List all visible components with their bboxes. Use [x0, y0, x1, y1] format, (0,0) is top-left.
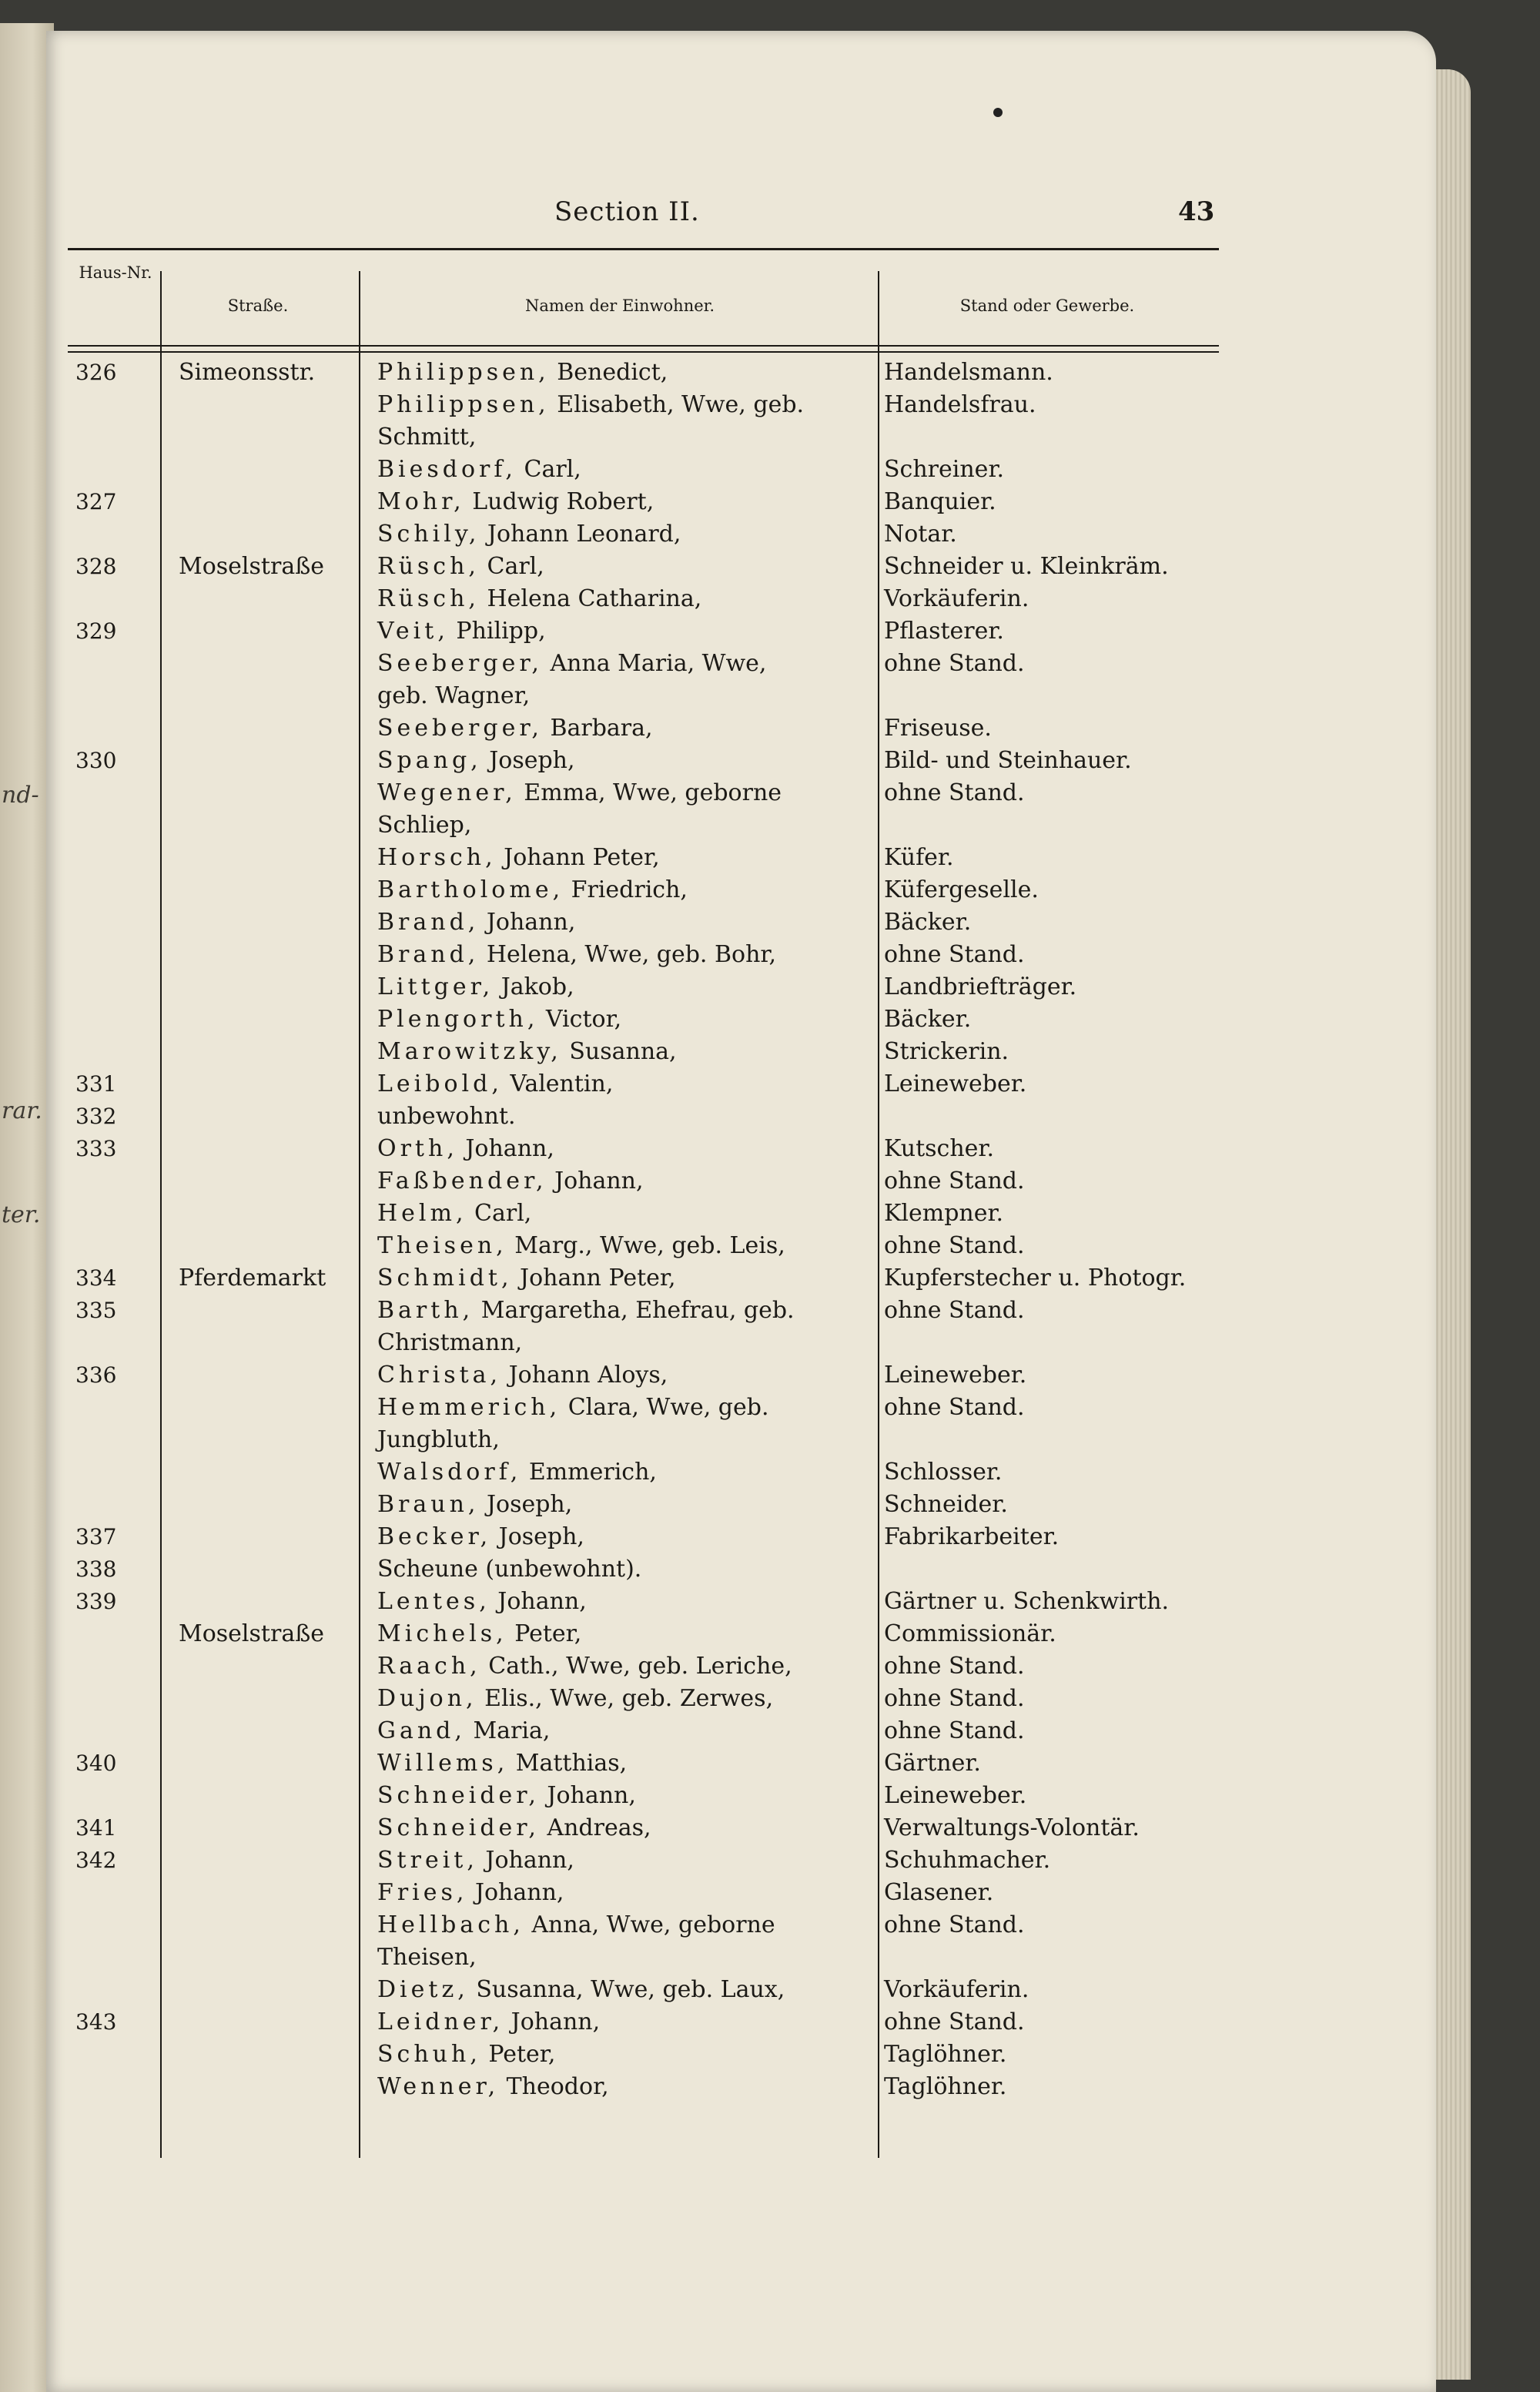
house-number: 338 [75, 1556, 117, 1582]
given-name: Friedrich, [564, 876, 688, 903]
given-name: Carl, [479, 553, 544, 580]
given-name: Johann Aloys, [501, 1362, 668, 1389]
resident-name [377, 1133, 554, 1165]
occupation: Vorkäuferin. [884, 1976, 1029, 2003]
resident-name [377, 1230, 785, 1262]
resident-name [377, 712, 653, 745]
given-name: Elisabeth, Wwe, geb. [549, 391, 805, 418]
house-number: 332 [75, 1104, 117, 1129]
resident-name [377, 1715, 550, 1747]
surname: Plengorth, [377, 1006, 539, 1033]
table-row [0, 551, 1232, 583]
given-name: Schmitt, [377, 424, 477, 451]
header-top-rule [68, 248, 1219, 250]
resident-name [377, 1036, 677, 1068]
resident-name [377, 551, 544, 583]
surname: Schily, [377, 521, 480, 548]
surname: Schmidt, [377, 1265, 513, 1291]
given-name: Theisen, [377, 1944, 477, 1971]
occupation: Leineweber. [884, 1362, 1027, 1389]
occupation: ohne Stand. [884, 650, 1025, 677]
given-name: Christmann, [377, 1329, 523, 1356]
surname: Seeberger, [377, 715, 543, 742]
table-row [0, 1198, 1232, 1230]
surname: Michels, [377, 1620, 507, 1647]
house-number: 341 [75, 1815, 117, 1841]
surname: Biesdorf, [377, 456, 517, 483]
resident-name [377, 357, 668, 389]
occupation: Fabrikarbeiter. [884, 1523, 1060, 1550]
house-number: 328 [75, 554, 117, 579]
given-name: Barbara, [542, 715, 653, 742]
resident-name [377, 842, 660, 874]
table-row [0, 583, 1232, 615]
surname: Helm, [377, 1200, 467, 1227]
resident-name [377, 648, 766, 680]
resident-name [377, 971, 574, 1003]
given-name: Cath., Wwe, geb. Leriche, [480, 1653, 792, 1680]
page-number: 43 [1178, 196, 1215, 227]
resident-name [377, 1359, 668, 1392]
resident-name [377, 745, 575, 777]
resident-name [377, 1327, 522, 1359]
table-row [0, 1359, 1232, 1392]
occupation: Klempner. [884, 1200, 1004, 1227]
table-row [0, 1974, 1232, 2006]
street-name: Moselstraße [179, 553, 324, 580]
occupation: ohne Stand. [884, 1685, 1025, 1712]
table-row [0, 2039, 1232, 2071]
table-row [0, 1327, 1232, 1359]
resident-name [377, 421, 476, 454]
resident-name [377, 1747, 627, 1780]
surname: Spang, [377, 747, 482, 774]
table-row [0, 712, 1232, 745]
given-name: Anna, Wwe, geborne [524, 1911, 775, 1938]
resident-name [377, 1456, 657, 1489]
surname: Theisen, [377, 1232, 507, 1259]
occupation: Gärtner. [884, 1750, 981, 1777]
surname: Hellbach, [377, 1911, 524, 1938]
occupation: Taglöhner. [884, 2073, 1007, 2100]
resident-name [377, 1683, 773, 1715]
resident-name [377, 1974, 785, 2006]
surname: Rüsch, [377, 553, 480, 580]
given-name: Emmerich, [521, 1459, 657, 1486]
resident-name [377, 1424, 500, 1456]
given-name: Maria, [465, 1717, 551, 1744]
resident-name [377, 1618, 581, 1650]
house-number: 334 [75, 1265, 117, 1291]
given-name: Andreas, [539, 1814, 651, 1841]
surname: Leibold, [377, 1070, 503, 1097]
resident-name [377, 1941, 477, 1974]
occupation: ohne Stand. [884, 1653, 1025, 1680]
house-number: 333 [75, 1136, 117, 1161]
occupation: Strickerin. [884, 1038, 1009, 1065]
occupation: Leineweber. [884, 1070, 1027, 1097]
surname: Philippsen, [377, 359, 550, 386]
occupation: Banquier. [884, 488, 996, 515]
surname: Bartholome, [377, 876, 564, 903]
resident-name [377, 1844, 574, 1877]
occupation: Schuhmacher. [884, 1847, 1051, 1874]
given-name: Johann, [467, 1879, 564, 1906]
occupation: Kutscher. [884, 1135, 994, 1162]
given-name: Johann, [477, 1847, 574, 1874]
given-name: Joseph, [491, 1523, 584, 1550]
surname: Veit, [377, 618, 449, 645]
occupation: Verwaltungs-Volontär. [884, 1814, 1140, 1841]
surname: Dujon, [377, 1685, 477, 1712]
surname: Brand, [377, 909, 480, 936]
occupation: Handelsfrau. [884, 391, 1036, 418]
occupation: Schneider. [884, 1491, 1008, 1518]
given-name: Schliep, [377, 812, 472, 839]
table-row [0, 648, 1232, 680]
surname: Hemmerich, [377, 1394, 561, 1421]
given-name: Emma, Wwe, geborne [516, 779, 782, 806]
house-number: 335 [75, 1298, 117, 1323]
resident-name [377, 680, 530, 712]
table-row [0, 1036, 1232, 1068]
given-name: Susanna, [561, 1038, 677, 1065]
given-name: Johann Peter, [512, 1265, 676, 1291]
given-name: Susanna, Wwe, geb. Laux, [468, 1976, 785, 2003]
resident-name [377, 939, 776, 971]
resident-name [377, 1262, 676, 1295]
given-name: Johann, [490, 1588, 587, 1615]
resident-name [377, 1586, 587, 1618]
col-header-names: Namen der Einwohner. [524, 296, 715, 315]
occupation: Landbriefträger. [884, 973, 1077, 1000]
surname: Schneider, [377, 1782, 540, 1809]
given-name: Philipp, [448, 618, 546, 645]
table-row [0, 680, 1232, 712]
occupation: Friseuse. [884, 715, 992, 742]
given-name: Helena, Wwe, geb. Bohr, [479, 941, 777, 968]
given-name: Theodor, [499, 2073, 609, 2100]
resident-name [377, 518, 681, 551]
table-row [0, 389, 1232, 421]
given-name: geb. Wagner, [377, 682, 531, 709]
house-number: 343 [75, 2009, 117, 2035]
table-row [0, 1747, 1232, 1780]
surname: Becker, [377, 1523, 492, 1550]
table-row [0, 1715, 1232, 1747]
resident-name [377, 1003, 621, 1036]
given-name: Helena Catharina, [479, 585, 702, 612]
surname: Christa, [377, 1362, 502, 1389]
occupation: Bild- und Steinhauer. [884, 747, 1132, 774]
given-name: Peter, [507, 1620, 582, 1647]
resident-name [377, 1295, 795, 1327]
occupation: Glasener. [884, 1879, 994, 1906]
table-row [0, 518, 1232, 551]
occupation: Gärtner u. Schenkwirth. [884, 1588, 1170, 1615]
resident-name [377, 1068, 613, 1101]
resident-name [377, 1165, 644, 1198]
resident-name [377, 615, 546, 648]
surname: Fries, [377, 1879, 468, 1906]
resident-name [377, 1650, 792, 1683]
surname: Seeberger, [377, 650, 543, 677]
surname: Brand, [377, 941, 480, 968]
resident-name [377, 1909, 775, 1941]
table-row [0, 1909, 1232, 1941]
table-row [0, 1941, 1232, 1974]
table-row [0, 1262, 1232, 1295]
table-row [0, 2071, 1232, 2103]
resident-name [377, 1521, 584, 1553]
given-name: Victor, [538, 1006, 622, 1033]
house-number: 340 [75, 1750, 117, 1776]
surname: Schuh, [377, 2041, 481, 2068]
resident-name [377, 2039, 555, 2071]
street-name: Pferdemarkt [179, 1265, 326, 1291]
given-name: Benedict, [549, 359, 668, 386]
occupation: ohne Stand. [884, 2008, 1025, 2035]
given-name: Clara, Wwe, geb. [561, 1394, 769, 1421]
table-row [0, 357, 1232, 389]
resident-name [377, 874, 688, 906]
surname: Philippsen, [377, 391, 550, 418]
resident-name [377, 1198, 531, 1230]
occupation: Vorkäuferin. [884, 585, 1029, 612]
given-name: Jakob, [494, 973, 574, 1000]
given-name: Peter, [480, 2041, 556, 2068]
given-name: Margaretha, Ehefrau, geb. [474, 1297, 795, 1324]
col-header-trade: Stand oder Gewerbe. [959, 296, 1135, 315]
table-row [0, 906, 1232, 939]
resident-name [377, 1101, 516, 1133]
resident-name [377, 454, 581, 486]
resident-name [377, 1553, 641, 1586]
occupation: Küfergeselle. [884, 876, 1039, 903]
ink-dot [993, 108, 1003, 117]
occupation: Handelsmann. [884, 359, 1053, 386]
house-number: 331 [75, 1071, 117, 1097]
street-name: Moselstraße [179, 1620, 324, 1647]
given-name: Jungbluth, [377, 1426, 500, 1453]
house-number: 342 [75, 1848, 117, 1873]
given-name: Joseph, [481, 747, 575, 774]
occupation: ohne Stand. [884, 1911, 1025, 1938]
surname: Wenner, [377, 2073, 500, 2100]
given-name: Anna Maria, Wwe, [542, 650, 767, 677]
table-row [0, 1456, 1232, 1489]
surname: Rüsch, [377, 585, 480, 612]
surname: Raach, [377, 1653, 481, 1680]
house-number: 326 [75, 360, 117, 385]
table-row [0, 1295, 1232, 1327]
house-number: 339 [75, 1589, 117, 1614]
occupation: ohne Stand. [884, 1717, 1025, 1744]
surname: Faßbender, [377, 1168, 547, 1194]
header-bottom-rule [68, 351, 1219, 353]
table-row [0, 486, 1232, 518]
resident-name [377, 777, 782, 809]
surname: Dietz, [377, 1976, 469, 2003]
occupation: ohne Stand. [884, 941, 1025, 968]
table-row [0, 1553, 1232, 1586]
occupation: ohne Stand. [884, 1168, 1025, 1194]
table-row [0, 1003, 1232, 1036]
surname: Streit, [377, 1847, 478, 1874]
col-header-street: Straße. [227, 296, 289, 315]
house-number: 329 [75, 618, 117, 644]
table-row [0, 2006, 1232, 2039]
surname: Walsdorf, [377, 1459, 522, 1486]
given-name: Scheune (unbewohnt). [377, 1556, 642, 1583]
occupation: Bäcker. [884, 909, 972, 936]
table-row [0, 1683, 1232, 1715]
resident-name [377, 1489, 572, 1521]
given-name: Ludwig Robert, [464, 488, 654, 515]
left-edge-text: rar. [2, 1097, 42, 1124]
surname: Leidner, [377, 2008, 504, 2035]
surname: Gand, [377, 1717, 466, 1744]
given-name: Johann, [457, 1135, 554, 1162]
given-name: Valentin, [502, 1070, 614, 1097]
resident-name [377, 389, 804, 421]
occupation: Notar. [884, 521, 957, 548]
table-row [0, 454, 1232, 486]
surname: Braun, [377, 1491, 480, 1518]
surname: Littger, [377, 973, 494, 1000]
surname: Schneider, [377, 1814, 540, 1841]
col-header-house: Haus-Nr. [79, 263, 152, 282]
given-name: Carl, [516, 456, 581, 483]
occupation: Commissionär. [884, 1620, 1056, 1647]
resident-name [377, 906, 575, 939]
resident-name [377, 809, 471, 842]
table-row [0, 1068, 1232, 1101]
occupation: Pflasterer. [884, 618, 1004, 645]
given-name: Marg., Wwe, geb. Leis, [507, 1232, 785, 1259]
surname: Lentes, [377, 1588, 490, 1615]
running-head: Section II. [554, 196, 700, 227]
table-row [0, 1230, 1232, 1262]
table-row [0, 1521, 1232, 1553]
table-row [0, 421, 1232, 454]
resident-name [377, 486, 654, 518]
table-row [0, 874, 1232, 906]
house-number: 336 [75, 1362, 117, 1388]
surname: Wegener, [377, 779, 517, 806]
occupation: ohne Stand. [884, 1232, 1025, 1259]
table-row [0, 809, 1232, 842]
occupation: Schneider u. Kleinkräm. [884, 553, 1169, 580]
given-name: Johann, [504, 2008, 601, 2035]
table-row [0, 745, 1232, 777]
table-row [0, 1165, 1232, 1198]
occupation: Schreiner. [884, 456, 1005, 483]
surname: Orth, [377, 1135, 458, 1162]
table-row [0, 1101, 1232, 1133]
given-name: Johann Leonard, [480, 521, 681, 548]
table-row [0, 1844, 1232, 1877]
given-name: Matthias, [508, 1750, 628, 1777]
occupation: ohne Stand. [884, 1394, 1025, 1421]
table-row [0, 842, 1232, 874]
given-name: Joseph, [479, 1491, 573, 1518]
occupation: Küfer. [884, 844, 954, 871]
resident-name [377, 1780, 636, 1812]
left-edge-text: ter. [2, 1201, 41, 1228]
table-row [0, 615, 1232, 648]
resident-name [377, 2006, 600, 2039]
surname: Marowitzky, [377, 1038, 562, 1065]
resident-name [377, 1812, 651, 1844]
resident-name [377, 583, 701, 615]
occupation: Kupferstecher u. Photogr. [884, 1265, 1187, 1291]
resident-name [377, 1877, 564, 1909]
table-row [0, 777, 1232, 809]
occupation: Leineweber. [884, 1782, 1027, 1809]
surname: Barth, [377, 1297, 474, 1324]
surname: Horsch, [377, 844, 497, 871]
house-number: 327 [75, 489, 117, 514]
given-name: unbewohnt. [377, 1103, 516, 1130]
occupation: Taglöhner. [884, 2041, 1007, 2068]
table-row [0, 1650, 1232, 1683]
given-name: Johann, [547, 1168, 644, 1194]
house-number: 330 [75, 748, 117, 773]
given-name: Elis., Wwe, geb. Zerwes, [477, 1685, 774, 1712]
table-row [0, 1618, 1232, 1650]
table-row [0, 1780, 1232, 1812]
given-name: Johann, [479, 909, 576, 936]
occupation: Schlosser. [884, 1459, 1003, 1486]
street-name: Simeonsstr. [179, 359, 316, 386]
surname: Willems, [377, 1750, 509, 1777]
occupation: Bäcker. [884, 1006, 972, 1033]
table-row [0, 1133, 1232, 1165]
resident-name [377, 1392, 768, 1424]
table-row [0, 1812, 1232, 1844]
table-row [0, 939, 1232, 971]
table-row [0, 1392, 1232, 1424]
table-row [0, 1877, 1232, 1909]
header-bottom-rule [68, 345, 1219, 347]
table-row [0, 971, 1232, 1003]
occupation: ohne Stand. [884, 779, 1025, 806]
left-edge-text: nd- [2, 782, 39, 809]
house-number: 337 [75, 1524, 117, 1549]
given-name: Carl, [467, 1200, 532, 1227]
given-name: Johann, [539, 1782, 636, 1809]
given-name: Johann Peter, [496, 844, 660, 871]
resident-name [377, 2071, 609, 2103]
table-row [0, 1586, 1232, 1618]
table-row [0, 1489, 1232, 1521]
table-row [0, 1424, 1232, 1456]
occupation: ohne Stand. [884, 1297, 1025, 1324]
surname: Mohr, [377, 488, 465, 515]
